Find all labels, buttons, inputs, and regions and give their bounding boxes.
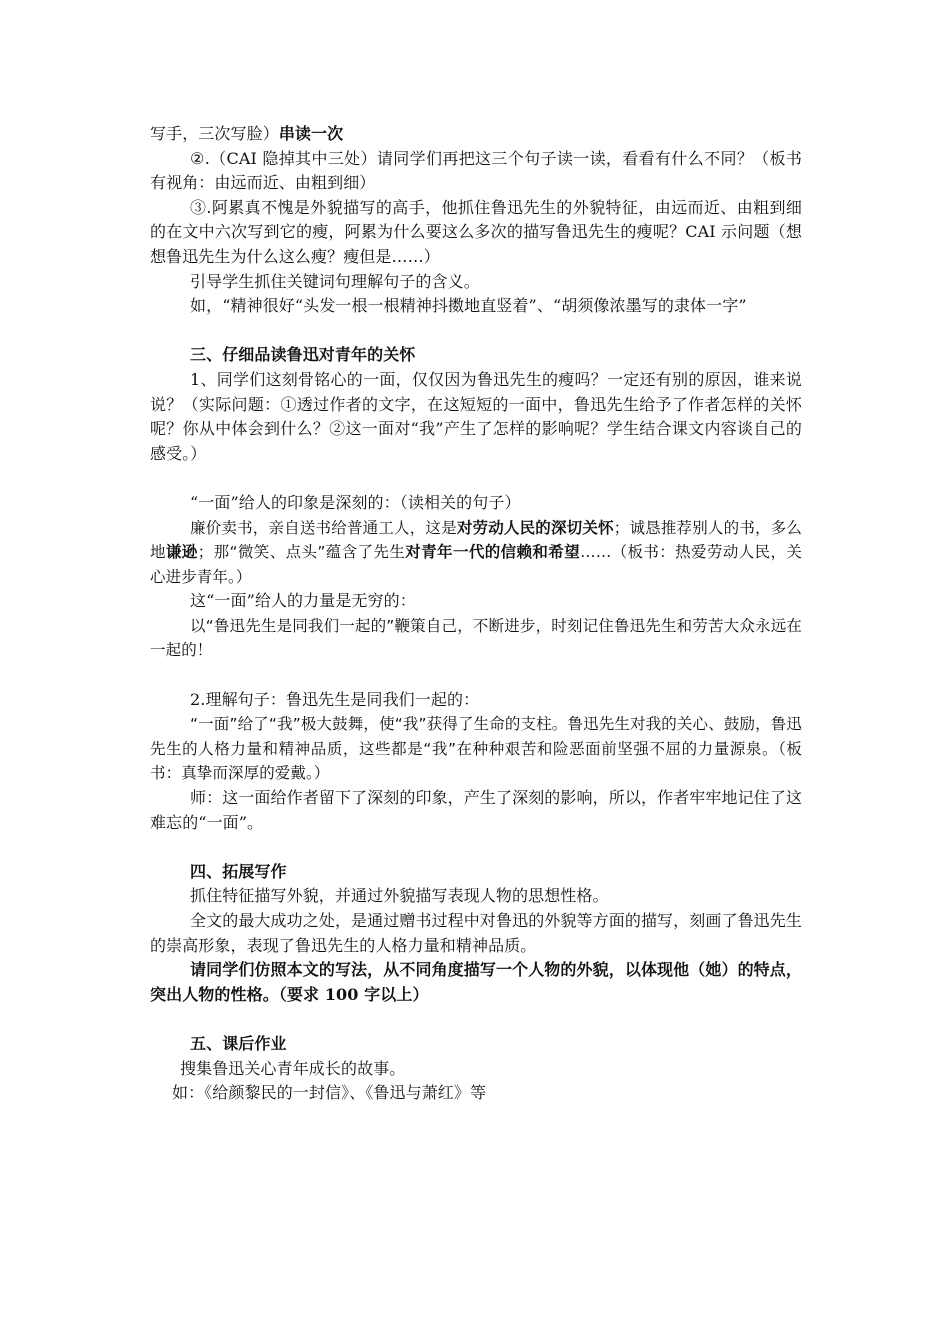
paragraph: 抓住特征描写外貌，并通过外貌描写表现人物的思想性格。 xyxy=(190,886,609,906)
spacer xyxy=(150,319,802,344)
paragraph: 1、同学们这刻骨铭心的一面，仅仅因为鲁迅先生的瘦吗？一定还有别的原因，谁来说说？（实际问题：①透过作者的文字，在这短短的一面中，鲁迅先生给予了作者怎样的关怀呢？你从中体会到什么？②这一面对“我”产生了怎样的影响呢？学生结合课文内容谈自己的感受。） xyxy=(150,369,802,463)
paragraph: “一面”给了“我”极大鼓舞，使“我”获得了生命的支柱。鲁迅先生对我的关心、鼓励，鲁迅先生的人格力量和精神品质，这些都是“我”在种种艰苦和险恶面前坚强不屈的力量源泉。（板书：真挚而深厚的爱戴。） xyxy=(150,715,802,783)
paragraph: 2.理解句子：鲁迅先生是同我们一起的： xyxy=(190,689,480,709)
bold-text: 对青年一代的信赖和希望 xyxy=(405,543,581,562)
section-heading: 五、课后作业 xyxy=(190,1033,287,1053)
section-heading: 四、拓展写作 xyxy=(190,861,287,881)
paragraph: 全文的最大成功之处，是通过赠书过程中对鲁迅的外貌等方面的描写，刻画了鲁迅先生的崇高形象，表现了鲁迅先生的人格力量和精神品质。 xyxy=(150,911,802,955)
paragraph: 引导学生抓住关键词句理解句子的含义。 xyxy=(190,271,480,291)
paragraph: 如，“精神很好“头发一根一根精神抖擞地直竖着”、“胡须像浓墨写的隶体一字” xyxy=(190,296,747,316)
paragraph: 廉价卖书，亲自送书给普通工人，这是对劳动人民的深切关怀；诚恳推荐别人的书，多么地谦逊；那“微笑、点头”蕴含了先生对青年一代的信赖和希望……（板书：热爱劳动人民，关心进步青年。） xyxy=(150,518,803,586)
spacer xyxy=(150,466,802,491)
paragraph: 搜集鲁迅关心青年成长的故事。 xyxy=(180,1058,406,1078)
bold-text: 串读一次 xyxy=(278,124,344,143)
paragraph: 以“鲁迅先生是同我们一起的”鞭策自己，不断进步，时刻记住鲁迅先生和劳苦大众永远在一起的！ xyxy=(150,616,802,660)
paragraph: ②.（CAI 隐掉其中三处）请同学们再把这三个句子读一读，看看有什么不同？（板书有视角：由远而近、由粗到细） xyxy=(150,148,802,193)
spacer xyxy=(150,663,802,688)
bold-text: 谦逊 xyxy=(165,543,198,562)
writing-task: 请同学们仿照本文的写法，从不同角度描写一个人物的外貌，以体现他（她）的特点，突出人物的性格。（要求 100 字以上） xyxy=(150,960,802,1004)
section-heading: 三、仔细品读鲁迅对青年的关怀 xyxy=(190,345,416,365)
paragraph: 这“一面”给人的力量是无穷的： xyxy=(190,591,416,611)
document-page xyxy=(150,122,802,1106)
spacer xyxy=(150,1007,802,1032)
paragraph: 师：这一面给作者留下了深刻的印象，产生了深刻的影响，所以，作者牢牢地记住了这难忘的“一面”。 xyxy=(150,788,802,832)
bold-text: 对劳动人民的深切关怀 xyxy=(456,518,614,537)
paragraph: “一面”给人的印象是深刻的：（读相关的句子） xyxy=(190,492,521,512)
paragraph: ③.阿累真不愧是外貌描写的高手，他抓住鲁迅先生的外貌特征，由远而近、由粗到细的在文中六次写到它的瘦，阿累为什么要这么多次的描写鲁迅先生的瘦呢？CAI 示问题（想想鲁迅先生为什么这么瘦？瘦但是……） xyxy=(150,197,802,266)
paragraph: 如：《给颜黎民的一封信》、《鲁迅与萧红》等 xyxy=(172,1083,487,1103)
spacer xyxy=(150,835,802,860)
paragraph: 写手，三次写脸）串读一次 xyxy=(150,124,344,143)
